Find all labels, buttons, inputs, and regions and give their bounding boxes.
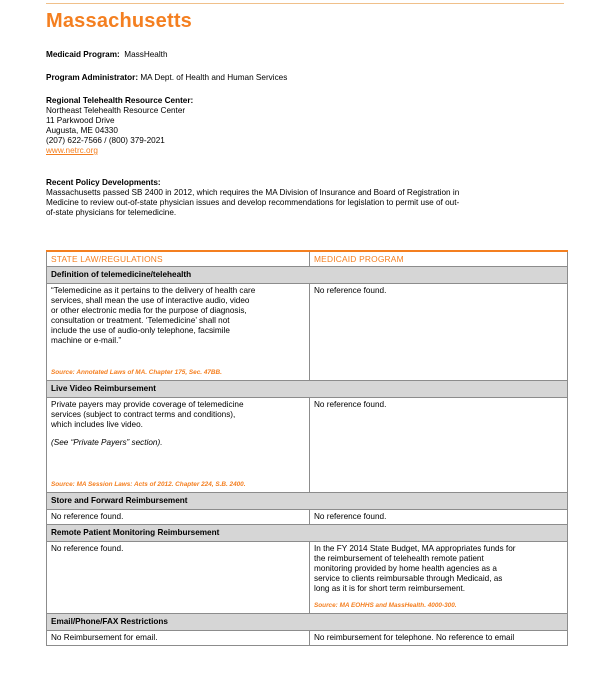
section-title-definition: Definition of telemedicine/telehealth [47, 267, 568, 284]
cell-text: machine or e-mail.” [51, 336, 122, 345]
rtrc-name: Northeast Telehealth Resource Center [46, 106, 186, 115]
section-title-remote-monitoring: Remote Patient Monitoring Reimbursement [47, 525, 568, 542]
cell-text: services, shall mean the use of interactive audio, video [51, 296, 250, 305]
rtrc-city: Augusta, ME 04330 [46, 126, 118, 135]
table-row [47, 631, 568, 646]
rtrc-phone: (207) 622-7566 / (800) 379-2021 [46, 136, 165, 145]
cell-state-law [47, 510, 310, 525]
medicaid-label: Medicaid Program: [46, 50, 120, 59]
rtrc-website-link[interactable]: www.netrc.org [46, 146, 98, 155]
cell-text: “Telemedicine as it pertains to the delivery of health care [51, 286, 256, 295]
cell-text: service to clients reimbursable through Medicaid, as [314, 574, 503, 583]
header-rule [46, 3, 564, 4]
admin-value: MA Dept. of Health and Human Services [140, 73, 288, 82]
col-header-medicaid: MEDICAID PROGRAM [310, 251, 568, 267]
cell-text: include the use of audio-only telephone, facsimile [51, 326, 230, 335]
section-row [47, 525, 568, 542]
section-row [47, 381, 568, 398]
cell-text: No reimbursement for telephone. No reference to email [314, 633, 515, 642]
rtrc-label: Regional Telehealth Resource Center: [46, 96, 194, 105]
cell-state-law [47, 631, 310, 646]
table-row [47, 398, 568, 493]
cell-text: Private payers may provide coverage of telemedicine [51, 400, 244, 409]
cell-text: consultation or treatment. ‘Telemedicine’ shall not [51, 316, 230, 325]
cell-text: No Reimbursement for email. [51, 633, 158, 642]
source-citation: Source: MA Session Laws: Acts of 2012. Chapter 224, S.B. 2400. [51, 481, 246, 488]
cell-medicaid [310, 631, 568, 646]
section-row [47, 267, 568, 284]
source-citation: Source: MA EOHHS and MassHealth. 4000-300. [314, 602, 457, 609]
table-row [47, 510, 568, 525]
cell-state-law [47, 284, 310, 381]
rtrc-block [46, 96, 193, 156]
table-row [47, 284, 568, 381]
cell-text: No reference found. [314, 286, 387, 295]
section-row [47, 493, 568, 510]
cell-text: which includes live video. [51, 420, 143, 429]
cell-text: No reference found. [314, 400, 387, 409]
section-title-email-phone-fax: Email/Phone/FAX Restrictions [47, 614, 568, 631]
policy-text-1: Massachusetts passed SB 2400 in 2012, which requires the MA Division of Insurance and Board of Registration in [46, 188, 460, 197]
source-citation: Source: Annotated Laws of MA. Chapter 175, Sec. 47BB. [51, 369, 222, 376]
section-row [47, 614, 568, 631]
cell-medicaid [310, 542, 568, 614]
policy-text-3: of-state physicians for telemedicine. [46, 208, 177, 217]
cell-text: long as it is for short term reimbursement. [314, 584, 466, 593]
cell-text: No reference found. [314, 512, 387, 521]
rtrc-street: 11 Parkwood Drive [46, 116, 115, 125]
page-title: Massachusetts [46, 10, 192, 32]
section-title-store-forward: Store and Forward Reimbursement [47, 493, 568, 510]
cell-note: (See “Private Payers” section). [51, 438, 163, 447]
medicaid-program-line [46, 50, 168, 60]
section-title-live-video: Live Video Reimbursement [47, 381, 568, 398]
table-row [47, 542, 568, 614]
cell-text: services (subject to contract terms and conditions), [51, 410, 236, 419]
cell-state-law [47, 542, 310, 614]
cell-text: or other electronic media for the purpose of diagnosis, [51, 306, 247, 315]
cell-text: In the FY 2014 State Budget, MA appropriates funds for [314, 544, 516, 553]
cell-text: No reference found. [51, 544, 124, 553]
policy-text-2: Medicine to review out-of-state physician issues and develop recommendations for legislation to permit use of out- [46, 198, 460, 207]
policy-label: Recent Policy Developments: [46, 178, 161, 187]
cell-text: No reference found. [51, 512, 124, 521]
cell-text: monitoring provided by home health agencies as a [314, 564, 497, 573]
cell-text: the reimbursement of telehealth remote patient [314, 554, 484, 563]
admin-label: Program Administrator: [46, 73, 139, 82]
cell-medicaid [310, 284, 568, 381]
cell-medicaid [310, 398, 568, 493]
medicaid-value: MassHealth [124, 50, 168, 59]
col-header-state-law: STATE LAW/REGULATIONS [47, 251, 310, 267]
policy-table [46, 250, 568, 646]
cell-state-law [47, 398, 310, 493]
program-admin-line [46, 73, 287, 83]
policy-block [46, 178, 459, 218]
cell-medicaid [310, 510, 568, 525]
table-header-row [47, 251, 568, 267]
